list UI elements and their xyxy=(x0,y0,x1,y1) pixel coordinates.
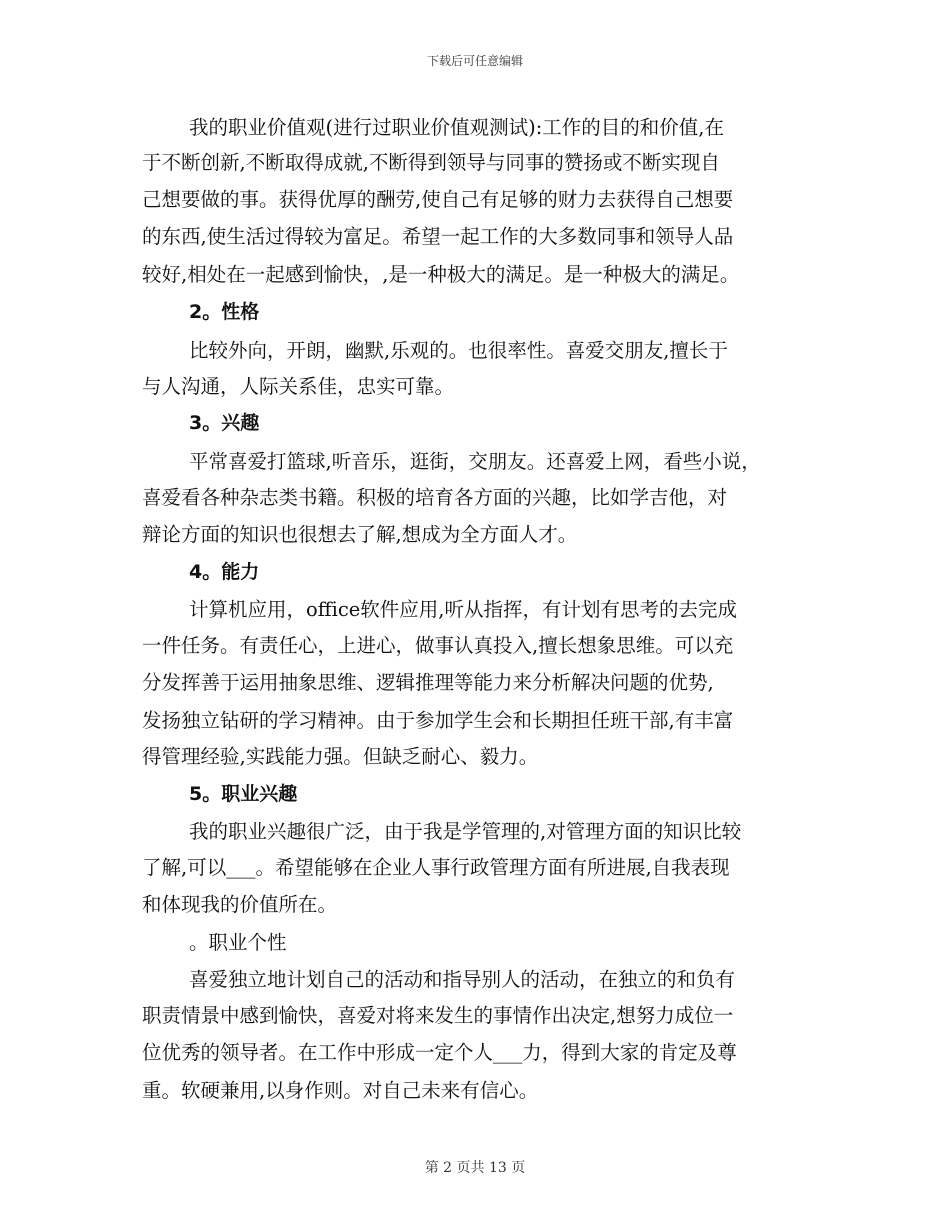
paragraph-line: 了解,可以___。希望能够在企业人事行政管理方面有所进展,自我表现 xyxy=(142,856,730,879)
paragraph-line: 较好,相处在一起感到愉快，,是一种极大的满足。是一种极大的满足。 xyxy=(142,263,740,286)
paragraph-line: 得管理经验,实践能力强。但缺乏耐心、毅力。 xyxy=(142,745,539,768)
paragraph-line: 我的职业兴趣很广泛，由于我是学管理的,对管理方面的知识比较 xyxy=(189,820,742,843)
paragraph-line: 位优秀的领导者。在工作中形成一定个人___力，得到大家的肯定及尊 xyxy=(142,1041,737,1064)
paragraph-line: 计算机应用，office软件应用,听从指挥，有计划有思考的去完成 xyxy=(189,598,737,621)
page-header: 下载后可任意编辑 xyxy=(426,54,523,68)
section-heading-abilities: 4。能力 xyxy=(189,561,260,583)
paragraph-line: 辩论方面的知识也很想去了解,想成为全方面人才。 xyxy=(142,523,578,546)
paragraph-line: 重。软硬兼用,以身作则。对自己未来有信心。 xyxy=(142,1079,539,1102)
page-number-footer: 第 2 页共 13 页 xyxy=(424,1160,526,1176)
paragraph-line: 的东西,使生活过得较为富足。希望一起工作的大多数同事和领导人品 xyxy=(142,225,734,248)
paragraph-line: 平常喜爱打篮球,听音乐，逛街，交朋友。还喜爱上网，看些小说， xyxy=(189,450,761,473)
paragraph-line: 发扬独立钻研的学习精神。由于参加学生会和长期担任班干部,有丰富 xyxy=(142,709,734,732)
section-heading-career-personality: 。职业个性 xyxy=(189,931,287,954)
paragraph-line: 己想要做的事。获得优厚的酬劳,使自己有足够的财力去获得自己想要 xyxy=(142,188,734,211)
section-heading-career-interest: 5。职业兴趣 xyxy=(189,783,298,805)
section-heading-personality: 2。性格 xyxy=(189,301,260,323)
paragraph-line: 和体现我的价值所在。 xyxy=(142,893,338,916)
paragraph-line: 一件任务。有责任心，上进心，做事认真投入,擅长想象思维。可以充 xyxy=(142,634,734,657)
paragraph-line: 喜爱独立地计划自己的活动和指导别人的活动，在独立的和负有 xyxy=(189,968,736,991)
paragraph-line: 职责情景中感到愉快，喜爱对将来发生的事情作出决定,想努力成位一 xyxy=(142,1004,734,1027)
paragraph-line: 与人沟通，人际关系佳，忠实可靠。 xyxy=(142,375,455,398)
paragraph-line: 比较外向，开朗，幽默,乐观的。也很率性。喜爱交朋友,擅长于 xyxy=(189,339,728,362)
paragraph-line: 我的职业价值观(进行过职业价值观测试):工作的目的和价值,在 xyxy=(189,116,724,139)
section-heading-interests: 3。兴趣 xyxy=(189,412,260,434)
paragraph-line: 分发挥善于运用抽象思维、逻辑推理等能力来分析解决问题的优势, xyxy=(142,671,714,694)
paragraph-line: 喜爱看各种杂志类书籍。积极的培育各方面的兴趣，比如学吉他，对 xyxy=(142,486,728,509)
paragraph-line: 于不断创新,不断取得成就,不断得到领导与同事的赞扬或不断实现自 xyxy=(142,151,720,174)
